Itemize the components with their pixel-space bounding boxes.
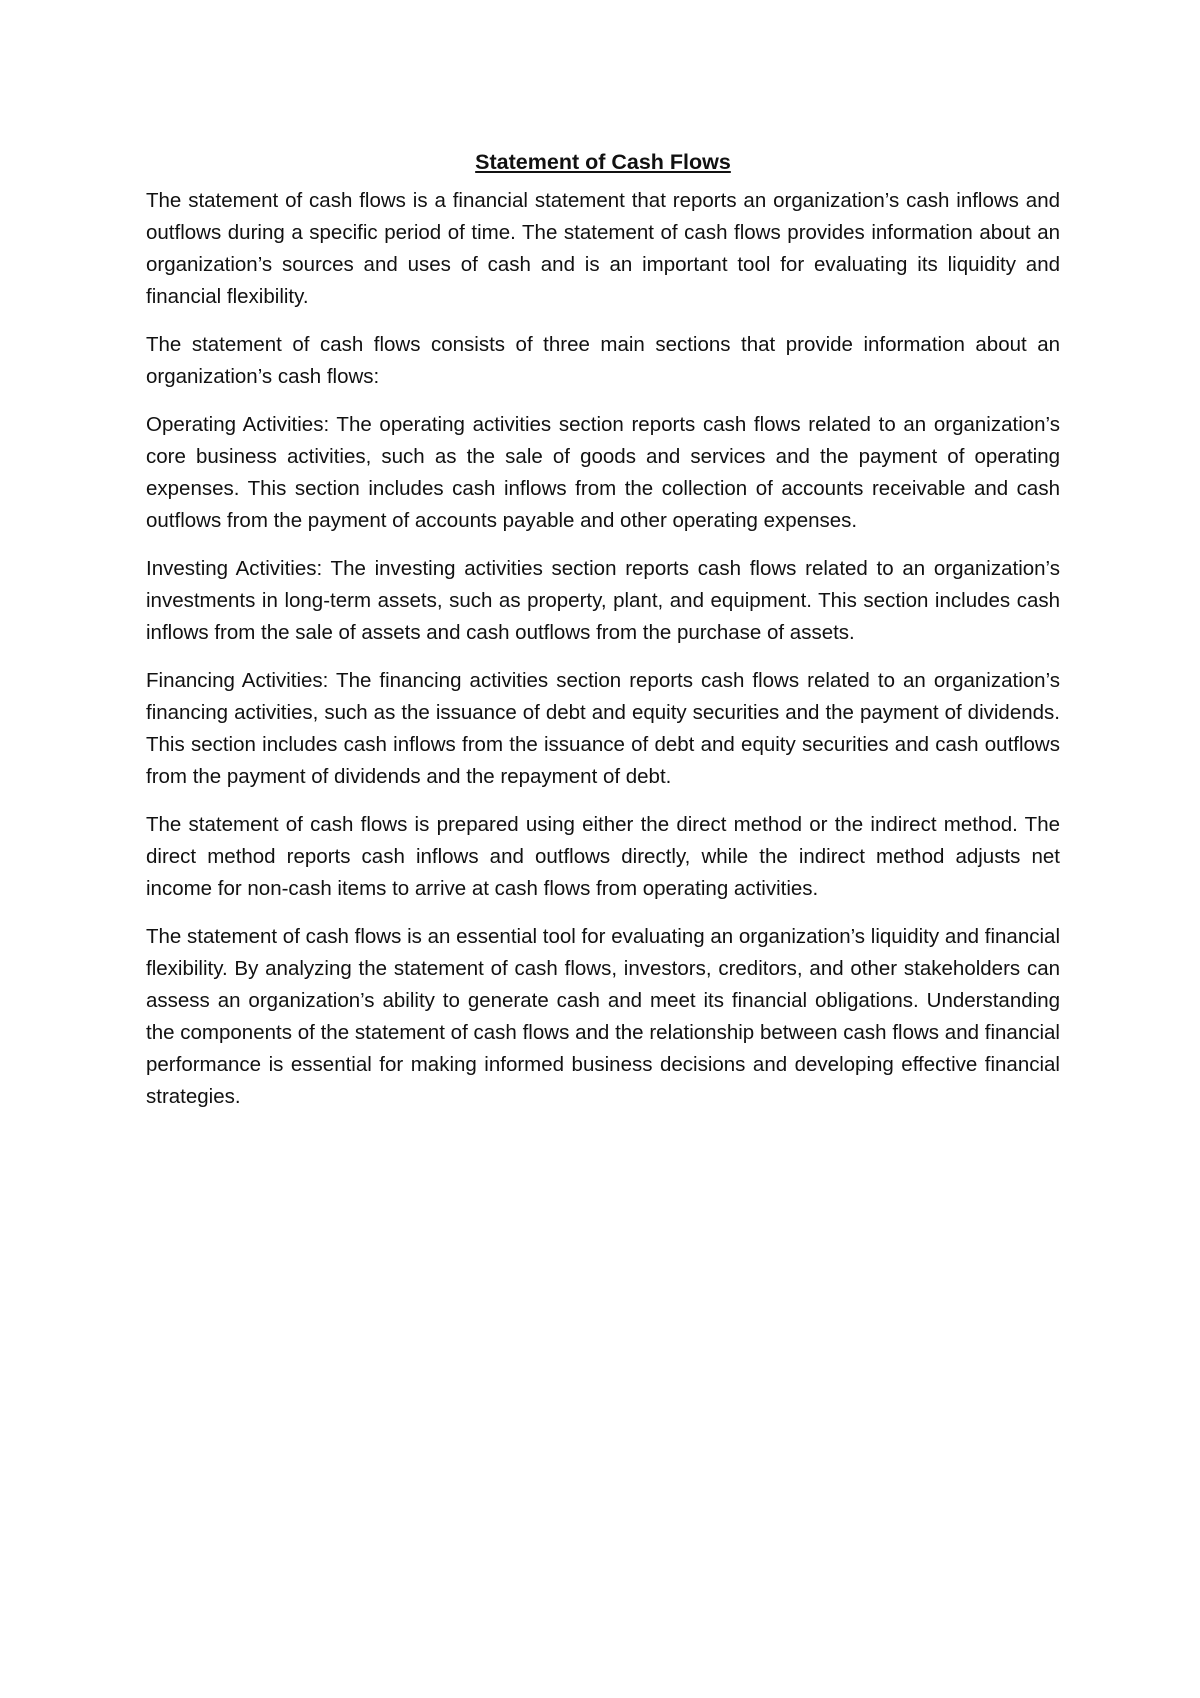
paragraph-operating-activities: Operating Activities: The operating activities section reports cash flows related to an organization’s core business activities, such as the sale of goods and services and the payment of operating expenses. This section includes cash inflows from the collection of accounts receivable and cash outflows from the payment of accounts payable and other operating expenses. <box>146 413 1060 532</box>
document-body <box>146 146 1060 1129</box>
paragraph-investing-activities: Investing Activities: The investing activities section reports cash flows related to an organization’s investments in long-term assets, such as property, plant, and equipment. This section includes cash inflows from the sale of assets and cash outflows from the purchase of assets. <box>146 557 1060 644</box>
paragraph-financing-activities: Financing Activities: The financing activities section reports cash flows related to an organization’s financing activities, such as the issuance of debt and equity securities and the payment of dividends. This section includes cash inflows from the issuance of debt and equity securities and cash outflows from the payment of dividends and the repayment of debt. <box>146 669 1060 788</box>
paragraph-methods: The statement of cash flows is prepared using either the direct method or the indirect method. The direct method reports cash inflows and outflows directly, while the indirect method adjusts net income for non-cash items to arrive at cash flows from operating activities. <box>146 813 1060 900</box>
document-title: Statement of Cash Flows <box>475 150 731 174</box>
paragraph-intro: The statement of cash flows is a financial statement that reports an organization’s cash inflows and outflows during a specific period of time. The statement of cash flows provides information about an organization’s sources and uses of cash and is an important tool for evaluating its liquidity and financial flexibility. <box>146 189 1060 308</box>
paragraph-sections-overview: The statement of cash flows consists of three main sections that provide information about an organization’s cash flows: <box>146 333 1060 388</box>
paragraph-conclusion: The statement of cash flows is an essential tool for evaluating an organization’s liquidity and financial flexibility. By analyzing the statement of cash flows, investors, creditors, and other stakeholders can assess an organization’s ability to generate cash and meet its financial obligations. Understanding the components of the statement of cash flows and the relationship between cash flows and financial performance is essential for making informed business decisions and developing effective financial strategies. <box>146 925 1060 1108</box>
